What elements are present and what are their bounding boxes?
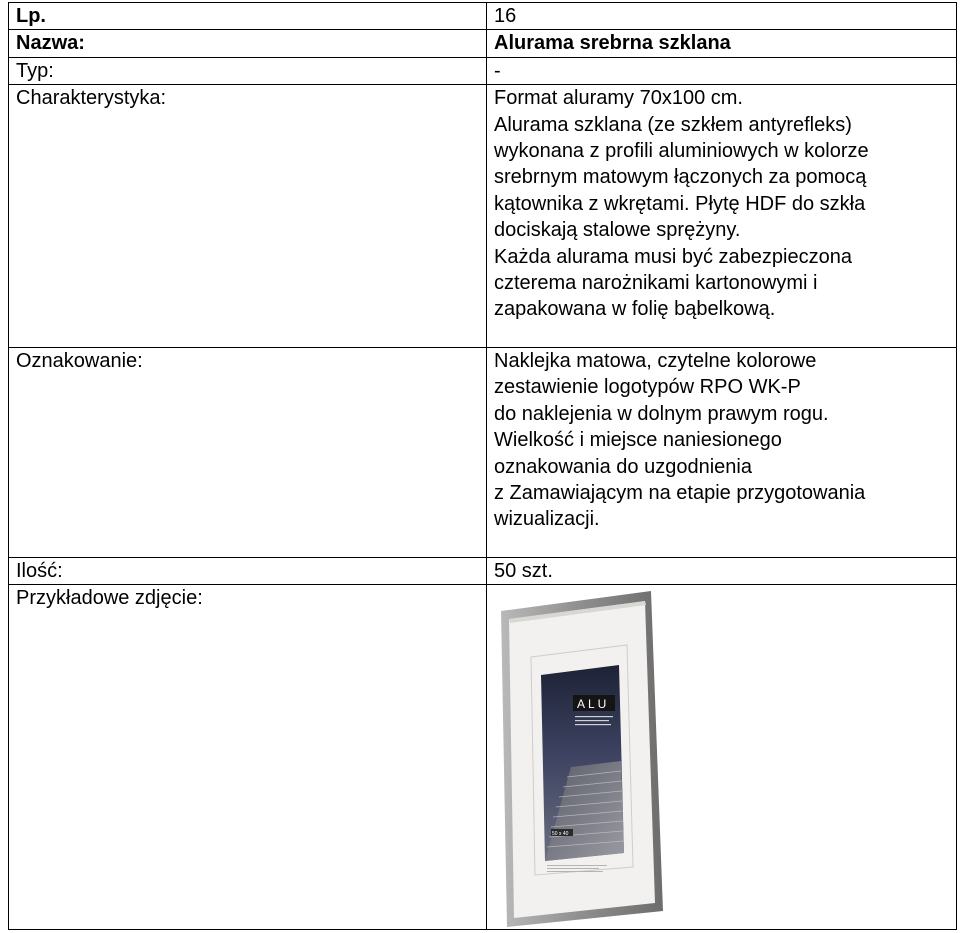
value-oznakowanie	[487, 347, 957, 557]
text-line: dociskają stalowe sprężyny.	[494, 219, 741, 242]
specification-table	[8, 2, 957, 930]
row-lp	[9, 3, 957, 30]
row-charakterystyka	[9, 85, 957, 348]
text-line: kątownika z wkrętami. Płytę HDF do szkła	[494, 192, 866, 215]
row-zdjecie	[9, 585, 957, 930]
row-oznakowanie	[9, 347, 957, 557]
poster-badge: 50 x 40	[552, 831, 569, 838]
label-charakterystyka: Charakterystyka:	[9, 85, 487, 348]
value-lp: 16	[487, 3, 957, 30]
row-typ	[9, 57, 957, 84]
label-ilosc: Ilość:	[9, 557, 487, 584]
text-line: wizualizacji.	[494, 508, 600, 531]
text-line: do naklejenia w dolnym prawym rogu.	[494, 402, 829, 425]
text-line: Format aluramy 70x100 cm.	[494, 87, 743, 110]
text-line: czterema narożnikami kartonowymi i	[494, 272, 818, 295]
text-line: zapakowana w folię bąbelkową.	[494, 298, 776, 321]
label-lp: Lp.	[9, 3, 487, 30]
row-ilosc	[9, 557, 957, 584]
text-line: oznakowania do uzgodnienia	[494, 455, 752, 478]
text-line: zestawienie logotypów RPO WK-P	[494, 376, 801, 399]
text-line: srebrnym matowym łączonych za pomocą	[494, 166, 867, 189]
value-ilosc: 50 szt.	[487, 557, 957, 584]
row-nazwa	[9, 30, 957, 57]
label-zdjecie: Przykładowe zdjęcie:	[9, 585, 487, 930]
text-line: Wielkość i miejsce naniesionego	[494, 429, 782, 452]
value-typ: -	[487, 57, 957, 84]
text-line: z Zamawiającym na etapie przygotowania	[494, 481, 866, 504]
label-typ: Typ:	[9, 57, 487, 84]
poster-title: ALU	[577, 697, 610, 712]
label-nazwa: Nazwa:	[9, 30, 487, 57]
photo-cell	[487, 585, 957, 930]
text-line: Naklejka matowa, czytelne kolorowe	[494, 349, 817, 372]
value-charakterystyka	[487, 85, 957, 348]
text-line: Każda alurama musi być zabezpieczona	[494, 245, 852, 268]
text-line: wykonana z profili aluminiowych w kolorze	[494, 140, 869, 163]
example-photo	[501, 591, 671, 927]
label-oznakowanie: Oznakowanie:	[9, 347, 487, 557]
value-nazwa: Alurama srebrna szklana	[487, 30, 957, 57]
text-line: Alurama szklana (ze szkłem antyrefleks)	[494, 113, 852, 136]
